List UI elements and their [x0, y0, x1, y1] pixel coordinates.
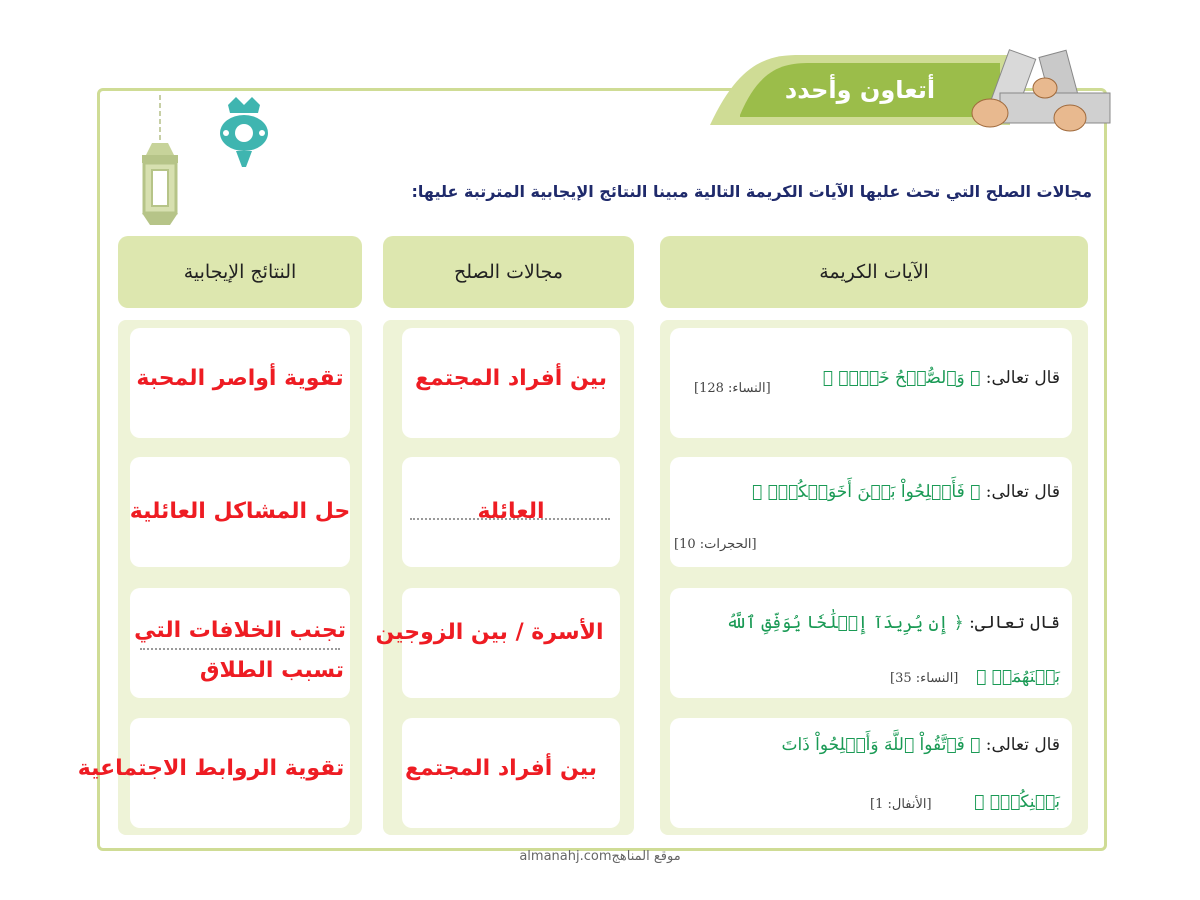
result-answer: تجنب الخلافات التي	[134, 618, 346, 643]
verse-intro: قال تعالى:	[969, 613, 1060, 633]
header-domains: مجالات الصلح	[383, 236, 634, 308]
verse-line-2	[680, 667, 1060, 687]
answer-dotted-line	[140, 648, 340, 650]
verse-line	[680, 482, 1060, 502]
result-answer: تقوية أواصر المحبة	[136, 366, 344, 391]
result-answer: تقوية الروابط الاجتماعية	[77, 756, 345, 781]
ornament-icon	[218, 95, 270, 170]
verse-text: ﴿ فَٱتَّقُواْ ٱللَّهَ وَأَصۡلِحُواْ ذَاتَ	[781, 735, 981, 755]
verse-line	[680, 735, 1060, 755]
verse-reference: [النساء: 35]	[890, 671, 959, 686]
verse-text: ﴿ إِن يُرِيدَآ إِصۡلَٰحٗا يُوَفِّقِ ٱللَّهُ	[726, 613, 964, 633]
result-answer: حل المشاكل العائلية	[129, 499, 351, 524]
verse-intro: قال تعالى:	[985, 482, 1060, 502]
verse-reference: [الأنفال: 1]	[870, 797, 932, 812]
verse-line	[680, 612, 1060, 633]
verse-intro: قال تعالى:	[985, 735, 1060, 755]
footer-watermark: almanahj.comموقع المناهج	[519, 849, 681, 864]
verse-text: ﴿ وَٱلصُّلۡحُ خَيۡرٞ ﴾	[822, 368, 981, 388]
verse-text: ﴿ فَأَصۡلِحُواْ بَيۡنَ أَخَوَيۡكُمۡۚ ﴾	[752, 482, 981, 502]
children-hands-icon	[960, 48, 1120, 143]
verse-text: بَيۡنِكُمۡۖ ﴾	[974, 792, 1060, 812]
header-verses: الآيات الكريمة	[660, 236, 1088, 308]
verse-reference: [الحجرات: 10]	[674, 537, 757, 552]
domain-answer: العائلة	[477, 499, 545, 524]
instructions-text: مجالات الصلح التي تحث عليها الآيات الكريمة التالية مبينا النتائج الإيجابية المترتبة عليها:	[411, 182, 1092, 201]
lantern-icon	[130, 95, 190, 230]
domain-answer: بين أفراد المجتمع	[415, 366, 607, 391]
verse-reference: [النساء: 128]	[694, 381, 771, 396]
domain-answer: بين أفراد المجتمع	[405, 756, 597, 781]
header-results: النتائج الإيجابية	[118, 236, 362, 308]
domain-answer: الأسرة / بين الزوجين	[375, 620, 604, 645]
page-title: أتعاون وأحدد	[784, 76, 936, 104]
result-answer-line-2: تسبب الطلاق	[199, 658, 344, 683]
verse-intro: قال تعالى:	[985, 368, 1060, 388]
verse-text: بَيۡنَهُمَآۗ ﴾	[976, 667, 1060, 687]
